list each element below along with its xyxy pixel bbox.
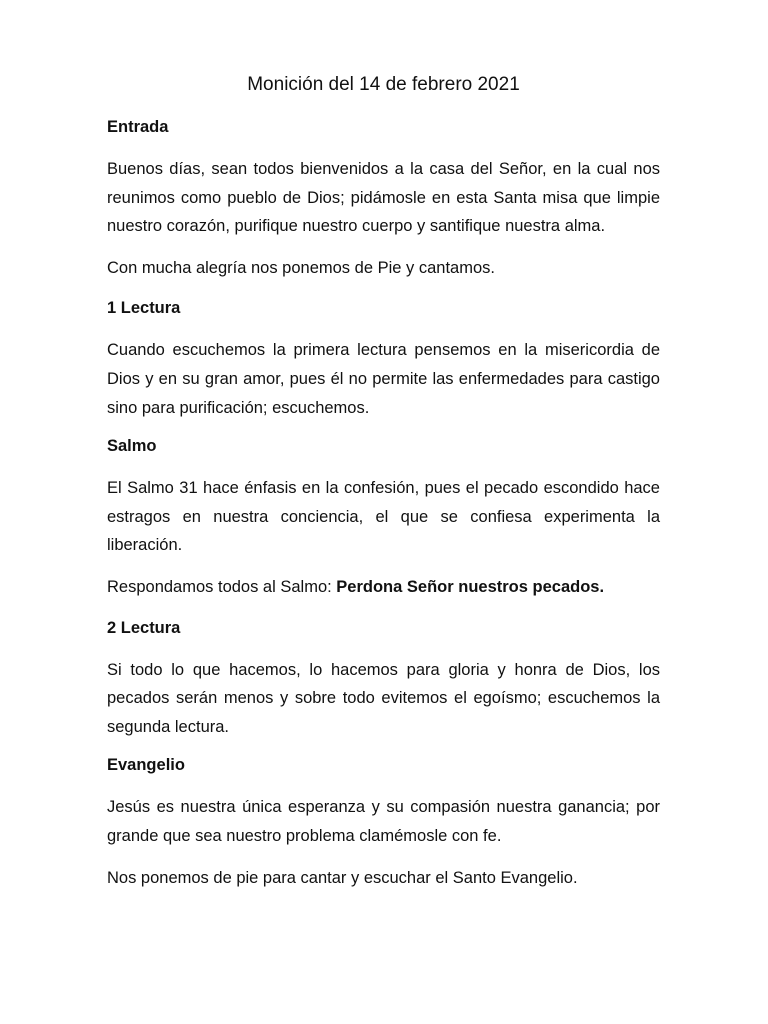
paragraph: El Salmo 31 hace énfasis en la confesión, pues el pecado escondido hace estragos en nuestra conciencia, el que se confiesa experimenta la liberación. bbox=[107, 479, 660, 555]
section-1-lectura bbox=[107, 297, 660, 422]
psalm-response-text: Perdona Señor nuestros pecados. bbox=[336, 577, 605, 596]
section-heading: 2 Lectura bbox=[107, 618, 181, 637]
paragraph: Jesús es nuestra única esperanza y su compasión nuestra ganancia; por grande que sea nuestro problema clamémosle con fe. bbox=[107, 798, 660, 845]
section-entrada bbox=[107, 116, 660, 282]
paragraph: Nos ponemos de pie para cantar y escuchar el Santo Evangelio. bbox=[107, 868, 578, 887]
document-page bbox=[107, 72, 660, 907]
section-heading: Salmo bbox=[107, 437, 157, 456]
section-heading: 1 Lectura bbox=[107, 299, 181, 318]
paragraph: Si todo lo que hacemos, lo hacemos para gloria y honra de Dios, los pecados serán menos y sobre todo evitemos el egoísmo; escuchemos la segunda lectura. bbox=[107, 660, 660, 736]
section-heading: Entrada bbox=[107, 118, 169, 136]
paragraph: Cuando escuchemos la primera lectura pensemos en la misericordia de Dios y en su gran amor, pues él no permite las enfermedades para castigo sino para purificación; escuchemos. bbox=[107, 341, 660, 417]
section-heading: Evangelio bbox=[107, 756, 185, 775]
section-2-lectura bbox=[107, 617, 660, 742]
section-salmo bbox=[107, 435, 660, 601]
paragraph: Buenos días, sean todos bienvenidos a la casa del Señor, en la cual nos reunimos como pueblo de Dios; pidámosle en esta Santa misa que limpie nuestro corazón, purifique nuestro cuerpo y santifique nuestra alma. bbox=[107, 160, 660, 236]
section-evangelio bbox=[107, 754, 660, 892]
paragraph: Con mucha alegría nos ponemos de Pie y cantamos. bbox=[107, 258, 495, 277]
psalm-response-prefix: Respondamos todos al Salmo: bbox=[107, 577, 337, 596]
document-title: Monición del 14 de febrero 2021 bbox=[247, 74, 520, 95]
psalm-response bbox=[107, 573, 660, 602]
